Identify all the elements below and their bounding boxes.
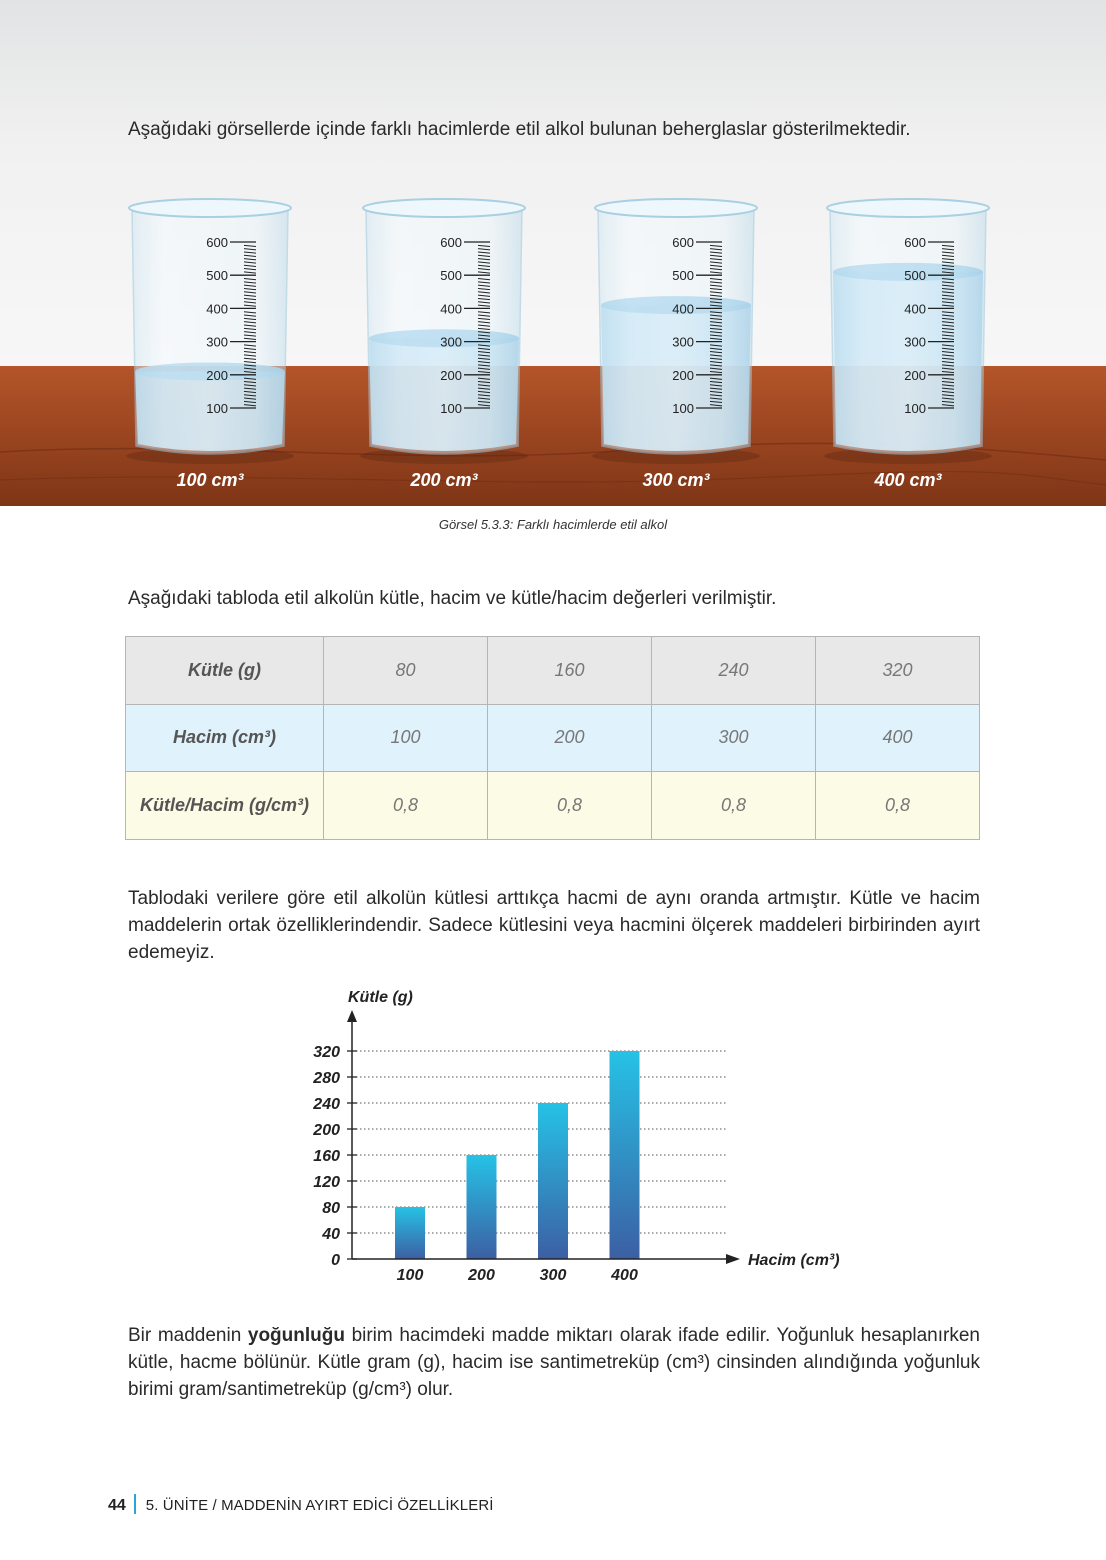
page-footer: [108, 1494, 494, 1515]
scale-label: 500: [206, 268, 228, 284]
scale-label: 200: [672, 367, 694, 383]
x-axis-arrow: [726, 1254, 740, 1264]
scale-label: 200: [904, 367, 926, 383]
scale-label: 400: [206, 301, 228, 317]
scale-label: 300: [440, 334, 462, 350]
scale-label: 400: [440, 301, 462, 317]
x-tick-label: 300: [539, 1267, 567, 1284]
properties-table: [125, 636, 980, 840]
table-cell: 400: [816, 704, 980, 772]
y-tick-label: 40: [322, 1226, 340, 1243]
beaker-2: [360, 199, 528, 490]
y-axis-arrow: [347, 1010, 357, 1022]
scale-label: 300: [206, 334, 228, 350]
table-cell: 100: [324, 704, 488, 772]
table-row: [126, 772, 980, 840]
beaker-illustration: [0, 190, 1106, 506]
beaker-volume-label: 100 cm³: [176, 470, 244, 490]
table-cell: 0,8: [324, 772, 488, 840]
scale-label: 200: [206, 367, 228, 383]
x-tick-label: 200: [468, 1267, 495, 1284]
scale-label: 500: [440, 268, 462, 284]
x-tick-label: 400: [611, 1267, 638, 1284]
table-cell: 320: [816, 637, 980, 705]
scale-label: 300: [672, 334, 694, 350]
scale-label: 100: [440, 401, 462, 416]
table-cell: 160: [488, 637, 652, 705]
bar-chart: [290, 980, 870, 1290]
table-cell: 240: [652, 637, 816, 705]
beaker-volume-label: 300 cm³: [642, 470, 710, 490]
beaker-volume-label: 200 cm³: [410, 470, 478, 490]
table-row: [126, 637, 980, 705]
density-term: yoğunluğu: [247, 1325, 345, 1346]
density-text-end: birim hacimdeki madde miktarı olarak ifade edilir. Yoğunluk hesaplanırken kütle, hacme bölünür. Kütle gram (g), hacim ise santimetreküp (cm³) cinsinden alındığında yoğunluk birimi gram/santimetreküp (g/cm³) olur.: [128, 1325, 980, 1400]
paragraph-density: [128, 1322, 980, 1403]
beaker-3: [592, 199, 760, 490]
y-tick-label: 320: [313, 1044, 340, 1061]
page-number: 44: [108, 1497, 126, 1514]
y-tick-label: 280: [313, 1070, 340, 1087]
table-cell: 300: [652, 704, 816, 772]
bar-100: [395, 1207, 425, 1259]
scale-label: 400: [904, 301, 926, 317]
paragraph-mass-volume: Tablodaki verilere göre etil alkolün kütlesi arttıkça hacmi de aynı oranda artmıştır. Kütle ve hacim maddelerin ortak özelliklerindendir. Sadece kütlesini veya hacmini ölçerek maddeleri birbirinden ayırt edemeyiz.: [128, 888, 980, 963]
table-cell: 0,8: [652, 772, 816, 840]
scale-label: 100: [904, 401, 926, 416]
row-header-ratio: Kütle/Hacim (g/cm³): [126, 772, 324, 840]
scale-label: 600: [440, 235, 462, 250]
scale-label: 300: [904, 334, 926, 350]
y-tick-label: 0: [331, 1252, 340, 1269]
density-text-start: Bir maddenin: [128, 1325, 248, 1346]
table-cell: 200: [488, 704, 652, 772]
x-tick-label: 100: [396, 1267, 424, 1284]
x-axis-title: Hacim (cm³): [748, 1252, 840, 1269]
scale-label: 200: [440, 367, 462, 383]
beaker-1: [126, 199, 294, 490]
table-intro: Aşağıdaki tabloda etil alkolün kütle, hacim ve kütle/hacim değerleri verilmiştir.: [128, 588, 777, 609]
table-cell: 80: [324, 637, 488, 705]
row-header-volume: Hacim (cm³): [126, 704, 324, 772]
table-cell: 0,8: [816, 772, 980, 840]
intro-text: Aşağıdaki görsellerde içinde farklı hacimlerde etil alkol bulunan beherglaslar gösterilmektedir.: [128, 119, 911, 140]
y-tick-label: 200: [313, 1122, 340, 1139]
scale-label: 600: [206, 235, 228, 250]
y-tick-label: 160: [313, 1148, 340, 1165]
y-axis-title: Kütle (g): [348, 989, 413, 1006]
y-tick-label: 80: [322, 1200, 340, 1217]
y-tick-label: 240: [313, 1096, 340, 1113]
bar-300: [538, 1103, 568, 1259]
beaker-4: [824, 199, 992, 490]
scale-label: 500: [672, 268, 694, 284]
scale-label: 100: [206, 401, 228, 416]
bar-400: [610, 1051, 640, 1259]
figure-caption: Görsel 5.3.3: Farklı hacimlerde etil alkol: [438, 517, 668, 532]
table-row: [126, 704, 980, 772]
row-header-mass: Kütle (g): [126, 637, 324, 705]
footer-divider: [134, 1494, 136, 1514]
unit-title: 5. ÜNİTE / MADDENİN AYIRT EDİCİ ÖZELLİKLERİ: [145, 1497, 494, 1514]
bar-200: [467, 1155, 497, 1259]
scale-label: 600: [672, 235, 694, 250]
scale-label: 100: [672, 401, 694, 416]
table-cell: 0,8: [488, 772, 652, 840]
scale-label: 600: [904, 235, 926, 250]
beaker-volume-label: 400 cm³: [874, 470, 942, 490]
scale-label: 400: [672, 301, 694, 317]
scale-label: 500: [904, 268, 926, 284]
y-tick-label: 120: [313, 1174, 340, 1191]
